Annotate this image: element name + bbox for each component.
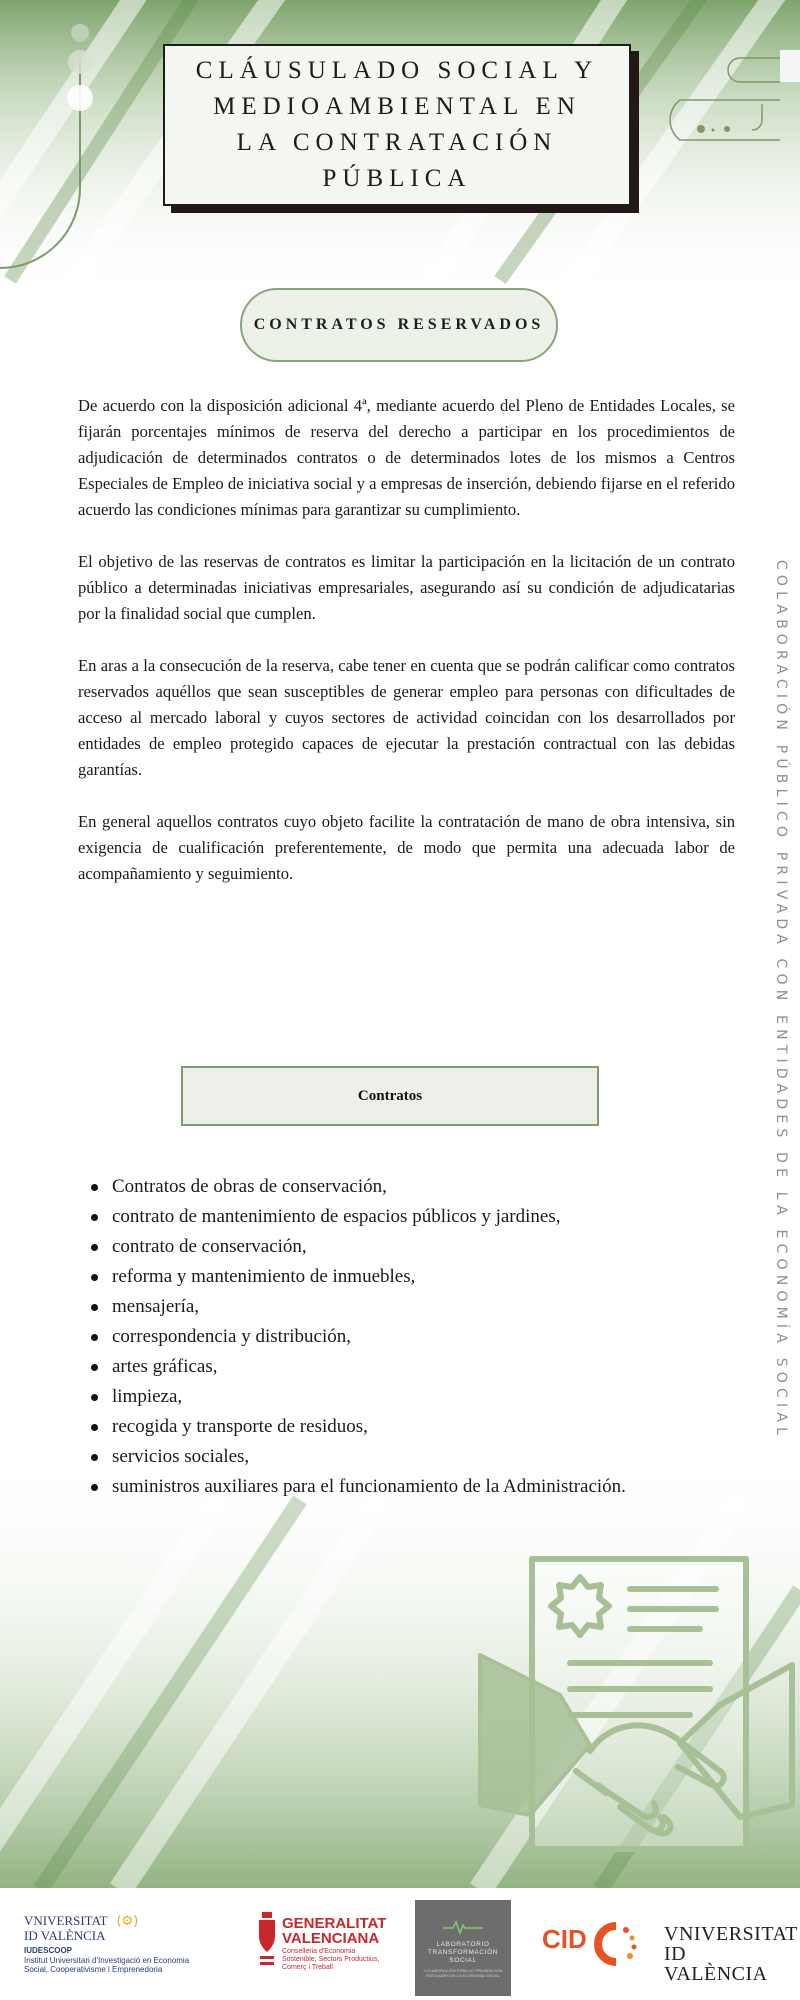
uv-line2: ID VALÈNCIA: [664, 1943, 768, 1985]
iudescoop-sub2: Social, Cooperativisme i Emprenedoria: [24, 1965, 163, 1974]
cidec-mark-icon: [590, 1920, 640, 1968]
logo-uv-iudescoop: [24, 1914, 234, 1974]
list-item: artes gráficas,: [88, 1352, 748, 1382]
paragraph: En general aquellos contratos cuyo objeto facilite la contratación de mano de obra intensiva, sin exigencia de cualificación preferentemente, de modo que permita una adecuada labor de acompañamiento y seguimiento.: [78, 812, 735, 883]
vertical-side-text: COLABORACIÓN PÚBLICO PRIVADA CON ENTIDADES DE LA ECONOMÍA SOCIAL: [773, 559, 789, 1441]
uv-iudescoop-line2: ID VALÈNCIA: [24, 1928, 106, 1943]
section-pill: [240, 288, 558, 362]
list-item: contrato de mantenimiento de espacios públicos y jardines,: [88, 1202, 748, 1232]
generalitat-title1: GENERALITAT: [282, 1915, 387, 1932]
iudescoop-symbol-icon: (⚙): [116, 1914, 139, 1929]
cidec-text: CID: [542, 1924, 587, 1954]
list-item: Contratos de obras de conservación,: [88, 1172, 748, 1202]
contratos-box: [181, 1066, 599, 1126]
generalitat-sub3: Comerç i Treball: [282, 1964, 333, 1971]
logo-cidec: [542, 1920, 642, 1970]
lab-title1: LABORATORIO: [436, 1940, 490, 1948]
generalitat-sub2: Sostenible, Sectors Productius,: [282, 1956, 380, 1963]
contract-handshake-icon: [470, 1555, 800, 1865]
list-item: reforma y mantenimiento de inmuebles,: [88, 1262, 748, 1292]
body-text: [78, 393, 735, 913]
lab-title3: SOCIAL: [449, 1956, 477, 1964]
iudescoop-name: IUDESCOOP: [24, 1946, 73, 1955]
paragraph: El objetivo de las reservas de contratos es limitar la participación en la licitación de un contrato público a determinadas iniciativas empresariales, asegurando así su condición de adjudicatarias por la finalidad social que cumplen.: [78, 552, 735, 623]
generalitat-crest-icon: [256, 1912, 278, 1970]
heartbeat-icon: [443, 1919, 483, 1935]
generalitat-title2: VALENCIANA: [282, 1930, 380, 1947]
generalitat-sub1: Conselleria d'Economia: [282, 1948, 356, 1955]
uv-line1: VNIVERSITAT: [664, 1923, 798, 1945]
paragraph: En aras a la consecución de la reserva, cabe tener en cuenta que se podrán calificar como contratos reservados aquéllos que sean susceptibles de generar empleo para personas con dificultades de acceso al mercado laboral y cuyos sectores de actividad coincidan con los desarrollados por entidades de empleo protegido capaces de ejecutar la prestación contractual con las debidas garantías.: [78, 656, 735, 779]
logo-laboratorio-transformacion-social: [415, 1900, 511, 1996]
list-item: correspondencia y distribución,: [88, 1322, 748, 1352]
iudescoop-sub1: Institut Universitari d'Investigació en Economia: [24, 1956, 190, 1965]
list-item: limpieza,: [88, 1382, 748, 1412]
list-item: suministros auxiliares para el funcionamiento de la Administración.: [88, 1472, 748, 1502]
lab-title2: TRANSFORMACIÓN: [427, 1948, 499, 1956]
list-item: servicios sociales,: [88, 1442, 748, 1472]
uv-iudescoop-line1: VNIVERSITAT: [24, 1913, 108, 1928]
page-title: CLÁUSULADO SOCIAL Y MEDIOAMBIENTAL EN LA CONTRATACIÓN PÚBLICA: [195, 57, 599, 192]
logo-generalitat-valenciana: [256, 1912, 396, 1972]
contratos-list: [88, 1172, 748, 1502]
logo-universitat-valencia: [664, 1923, 798, 1985]
list-item: mensajería,: [88, 1292, 748, 1322]
list-item: contrato de conservación,: [88, 1232, 748, 1262]
lab-sub: COLABORACIÓN PÚBLICO PRIVADA CON ENTIDADES DE LA ECONOMÍA SOCIAL: [423, 1967, 503, 1978]
list-item: recogida y transporte de residuos,: [88, 1412, 748, 1442]
section-pill-label: CONTRATOS RESERVADOS: [253, 316, 545, 333]
contratos-box-label: Contratos: [357, 1087, 423, 1104]
paragraph: De acuerdo con la disposición adicional 4ª, mediante acuerdo del Pleno de Entidades Locales, se fijarán porcentajes mínimos de reserva del derecho a participar en los procedimientos de adjudicación de determinados contratos o de determinados lotes de los mismos a Centros Especiales de Empleo de iniciativa social y a empresas de inserción, debiendo fijarse en el referido acuerdo las condiciones mínimas para garantizar su cumplimiento.: [78, 396, 735, 519]
title-box: [163, 44, 631, 206]
footer-logos: [0, 1890, 800, 2000]
